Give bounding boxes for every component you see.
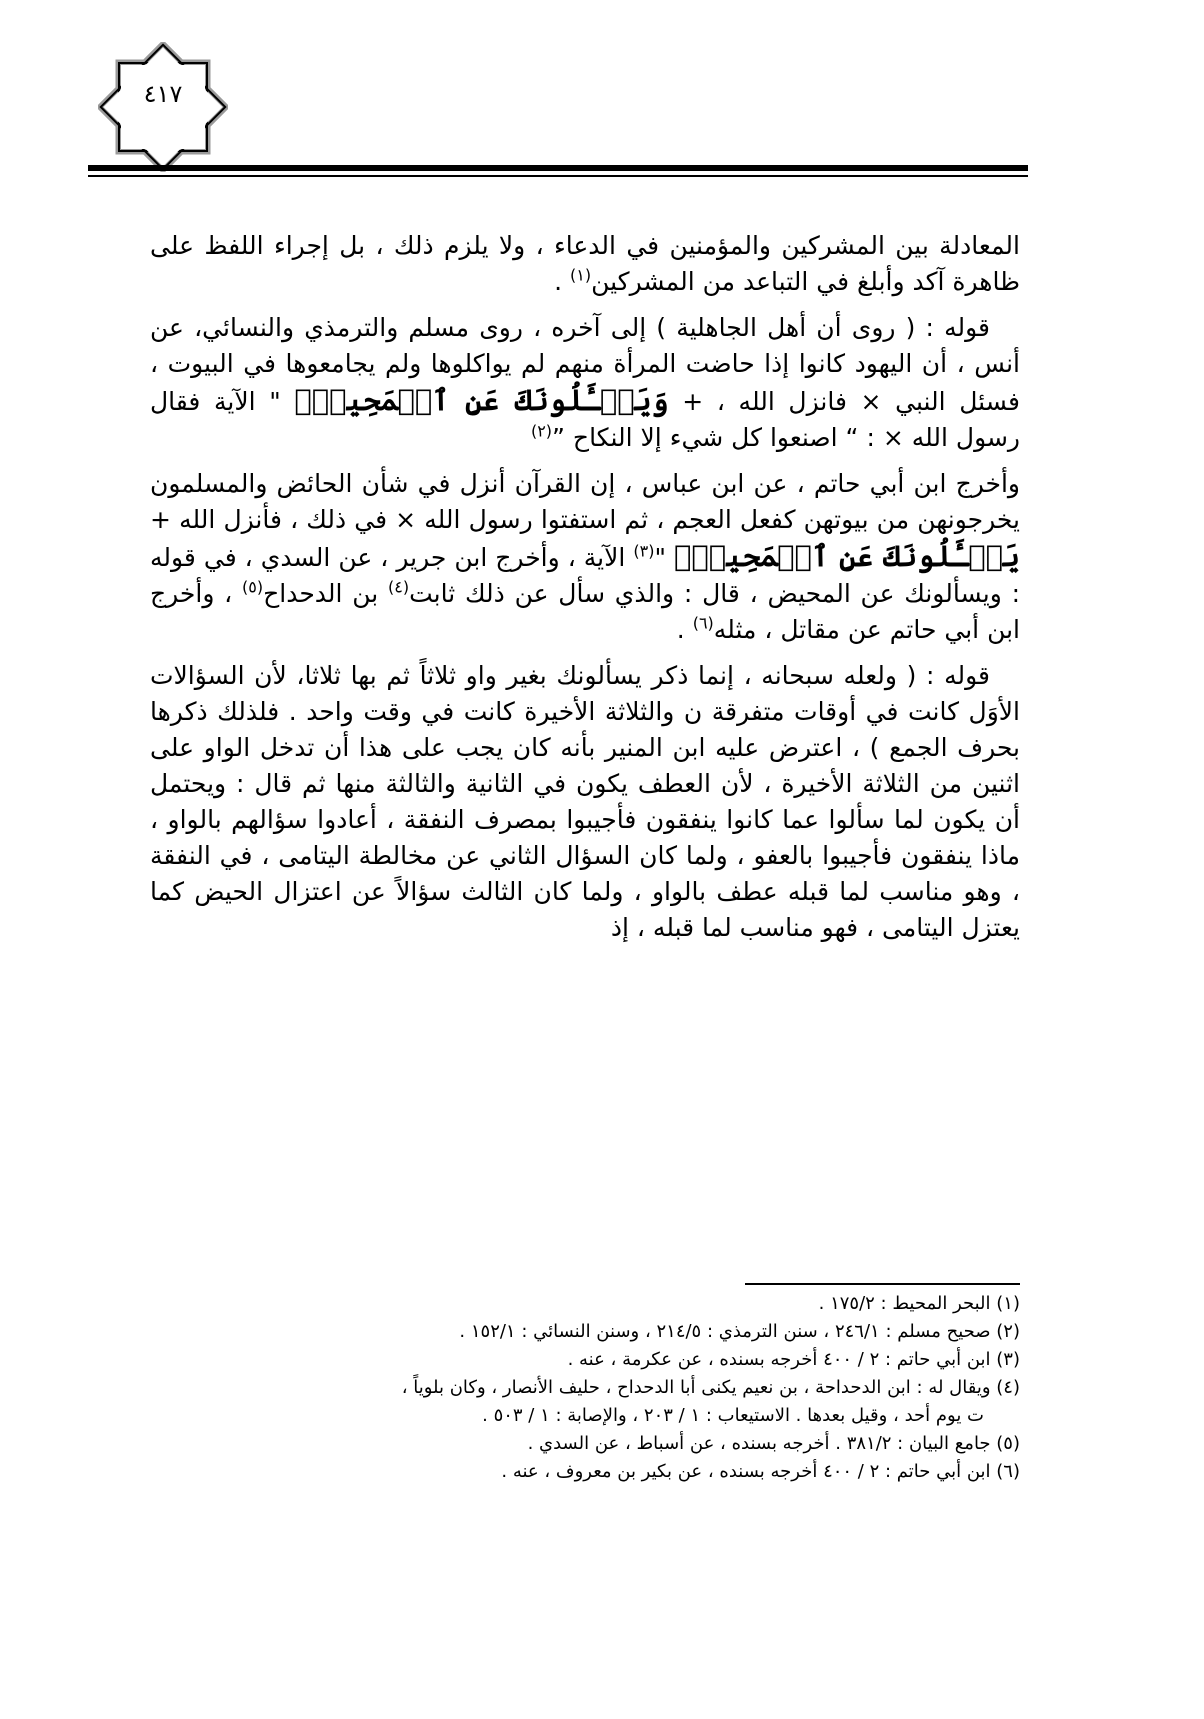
header-rule xyxy=(88,165,1028,171)
footnote-6: (٦) ابن أبي حاتم : ٢ / ٤٠٠ أخرجه بسنده ، عن بكير بن معروف ، عنه . xyxy=(501,1461,1020,1482)
footnote-3: (٣) ابن أبي حاتم : ٢ / ٤٠٠ أخرجه بسنده ، عن عكرمة ، عنه . xyxy=(567,1349,1020,1370)
paragraph-2 xyxy=(150,310,1020,456)
footnote-separator xyxy=(745,1283,1020,1285)
page-number: ٤١٧ xyxy=(143,80,183,108)
paragraph-2-text-end: " الآية فقال رسول الله × : “ اصنعوا كل شيء إلا النكاح ” xyxy=(150,387,1020,452)
paragraph-2-text: قوله : ( روى أن أهل الجاهلية ) إلى آخره ، روى مسلم والترمذي والنسائي، عن أنس ، أن اليهود كانوا إذا حاضت المرأة منهم لم يواكلوها ولم يجامعوها في البيوت ، فسئل النبي × فانزل الله ، + xyxy=(150,313,1020,416)
quran-verse-1: وَيَسۡـَٔلُونَكَ عَنِ ٱلۡمَحِيضِۖ xyxy=(294,383,669,417)
footnote-ref-1: (١) xyxy=(570,265,592,285)
paragraph-4: قوله : ( ولعله سبحانه ، إنما ذكر يسألونك بغير واو ثلاثاً ثم بها ثلاثا، لأن السؤالات الأوَل كانت في أوقات متفرقة ن والثلاثة الأخيرة كانت في وقت واحد . فلذلك ذكرها بحرف الجمع ) ، اعترض عليه ابن المنير بأنه كان يجب على هذا أن تدخل الواو على اثنين من الثلاثة الأخيرة ، لأن العطف يكون في الثانية والثالثة منها ثم قال : ويحتمل أن يكون لما سألوا عما كانوا ينفقون فأجيبوا بمصرف النفقة ، أعادوا سؤالهم بالواو ، ماذا ينفقون فأجيبوا بالعفو ، ولما كان السؤال الثاني عن مخالطة اليتامى ، في النفقة ، وهو مناسب لما قبله عطف بالواو ، ولما كان الثالث سؤالاً عن اعتزال الحيض كما يعتزل اليتامى ، فهو مناسب لما قبله ، إذ xyxy=(150,661,1020,942)
footnotes xyxy=(150,1290,1020,1486)
header-rule-thin xyxy=(88,175,1028,177)
paragraph-3-text-d: بن الدحداح xyxy=(263,579,389,608)
footnote-ref-6: (٦) xyxy=(692,613,714,633)
paragraph-3-text-e: ، وأخرج ابن أبي حاتم عن مقاتل ، مثله xyxy=(150,579,1020,644)
paragraph-3-quote: " xyxy=(654,543,674,572)
footnote-ref-2: (٢) xyxy=(530,421,553,441)
page-number-badge xyxy=(98,42,228,172)
paragraph-3-text: وأخرج ابن أبي حاتم ، عن ابن عباس ، إن القرآن أنزل في شأن الحائض والمسلمون يخرجونهن من بيوتهن كفعل العجم ، ثم استفتوا رسول الله × في ذلك ، فأنزل الله + xyxy=(150,469,1020,534)
body-text xyxy=(150,228,1020,956)
footnote-4: (٤) ويقال له : ابن الدحداحة ، بن نعيم يكنى أبا الدحداح ، حليف الأنصار ، وكان بلوياً ، xyxy=(401,1377,1020,1398)
quran-verse-2: يَسۡـَٔلُونَكَ عَنِ ٱلۡمَحِيضِۖ xyxy=(673,539,1021,573)
footnote-2: (٢) صحيح مسلم : ٢٤٦/١ ، سنن الترمذي : ٢١٤/٥ ، وسنن النسائي : ١٥٢/١ . xyxy=(459,1321,1020,1342)
footnote-4-continued: ت يوم أحد ، وقيل بعدها . الاستيعاب : ١ / ٢٠٣ ، والإصابة : ١ / ٥٠٣ . xyxy=(482,1405,984,1426)
footnote-1: (١) البحر المحيط : ١٧٥/٢ . xyxy=(818,1293,1020,1314)
paragraph-1 xyxy=(150,228,1020,300)
paragraph-1-end: . xyxy=(554,267,570,296)
paragraph-3-text-c: الآية ، وأخرج ابن جرير ، عن السدي ، في قوله : ويسألونك عن المحيض ، قال : والذي سأل عن ذلك ثابت xyxy=(150,543,1020,608)
footnote-ref-3: (٣) xyxy=(633,541,655,561)
paragraph-3-end: . xyxy=(676,615,693,644)
paragraph-3 xyxy=(150,466,1020,648)
paragraph-1-text: المعادلة بين المشركين والمؤمنين في الدعاء ، ولا يلزم ذلك ، بل إجراء اللفظ على ظاهرة آكد وأبلغ في التباعد من المشركين xyxy=(150,231,1020,296)
footnote-5: (٥) جامع البيان : ٣٨١/٢ . أخرجه بسنده ، عن أسباط ، عن السدي . xyxy=(527,1433,1020,1454)
footnote-ref-5: (٥) xyxy=(242,577,264,597)
footnote-ref-4: (٤) xyxy=(388,577,410,597)
